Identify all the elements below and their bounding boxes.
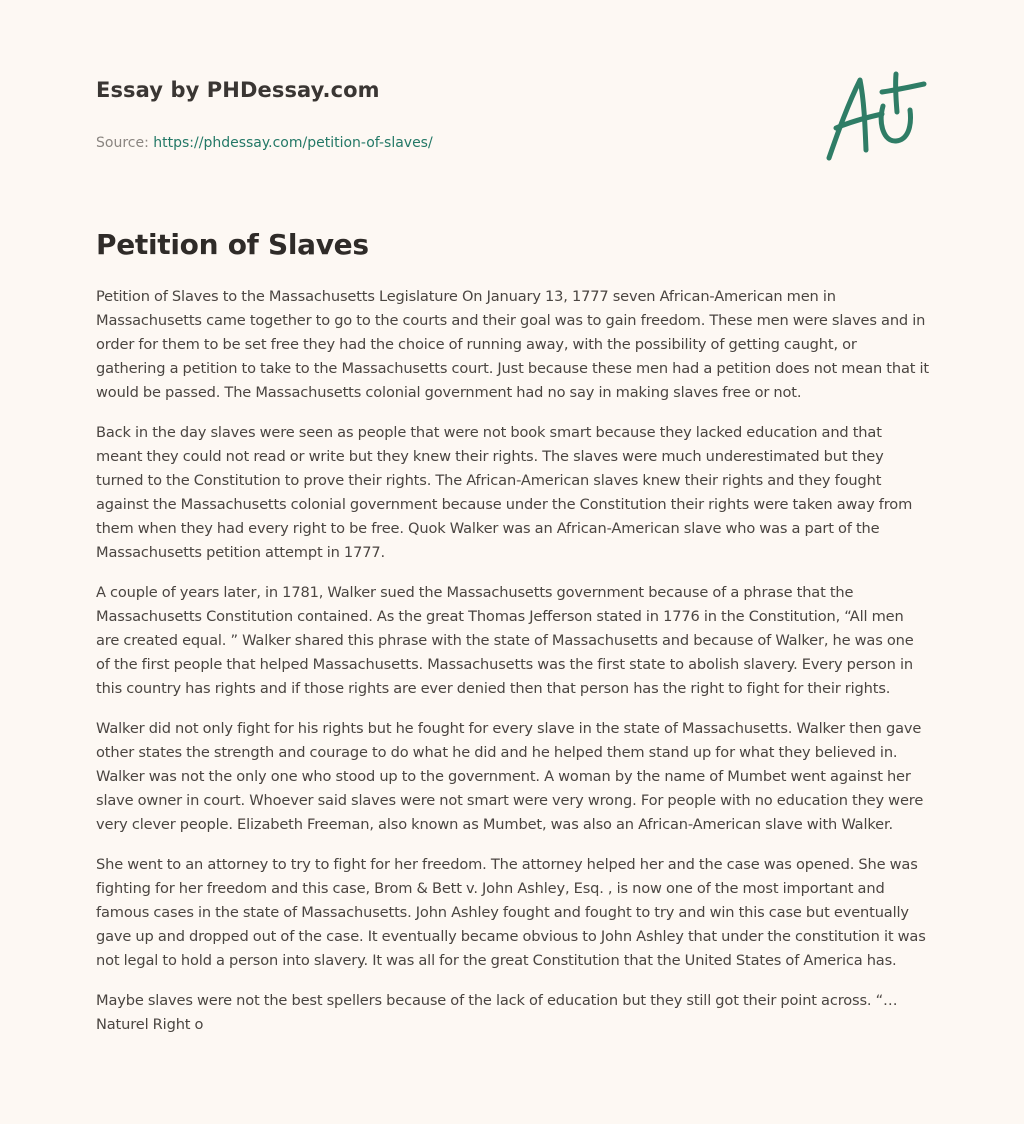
site-title: Essay by PHDessay.com [96,78,380,102]
page-header [96,76,796,153]
a-plus-grade-icon [820,66,928,166]
source-link[interactable]: https://phdessay.com/petition-of-slaves/ [153,135,433,151]
source-label: Source: [96,135,149,151]
essay-paragraph: Petition of Slaves to the Massachusetts Legislature On January 13, 1777 seven African-American men in Massachusetts came together to go to the courts and their goal was to gain freedom. These men were slaves and in order for them to be set free they had the choice of running away, with the possibility of getting caught, or gathering a petition to take to the Massachusetts court. Just because these men had a petition does not mean that it would be passed. The Massachusetts colonial government had no say in making slaves free or not. [96,288,929,401]
essay-paragraph: She went to an attorney to try to fight for her freedom. The attorney helped her and the case was opened. She was fighting for her freedom and this case, Brom & Bett v. John Ashley, Esq. , is now one of the most important and famous cases in the state of Massachusetts. John Ashley fought and fought to try and win this case but eventually gave up and dropped out of the case. It eventually became obvious to John Ashley that under the constitution it was not legal to hold a person into slavery. It was all for the great Constitution that the United States of America has. [96,856,926,969]
essay-paragraph: Walker did not only fight for his rights but he fought for every slave in the state of Massachusetts. Walker then gave other states the strength and courage to do what he did and he helped them stand up for what they believed in. Walker was not the only one who stood up to the government. A woman by the name of Mumbet went against her slave owner in court. Whoever said slaves were not smart were very wrong. For people with no education they were very clever people. Elizabeth Freeman, also known as Mumbet, was also an African-American slave with Walker. [96,720,924,833]
essay-paragraph: A couple of years later, in 1781, Walker sued the Massachusetts government because of a phrase that the Massachusetts Constitution contained. As the great Thomas Jefferson stated in 1776 in the Constitution, “All men are created equal. ” Walker shared this phrase with the state of Massachusetts and because of Walker, he was one of the first people that helped Massachusetts. Massachusetts was the first state to abolish slavery. Every person in this country has rights and if those rights are ever denied then that person has the right to fight for their rights. [96,584,914,697]
document-title: Petition of Slaves [96,228,369,261]
source-line [96,133,796,153]
essay-paragraph: Maybe slaves were not the best spellers because of the lack of education but they still got their point across. “… Naturel Right o [96,992,898,1033]
essay-body [96,285,930,1053]
essay-paragraph: Back in the day slaves were seen as people that were not book smart because they lacked education and that meant they could not read or write but they knew their rights. The slaves were much underestimated but they turned to the Constitution to prove their rights. The African-American slaves knew their rights and they fought against the Massachusetts colonial government because under the Constitution their rights were taken away from them when they had every right to be free. Quok Walker was an African-American slave who was a part of the Massachusetts petition attempt in 1777. [96,424,913,561]
